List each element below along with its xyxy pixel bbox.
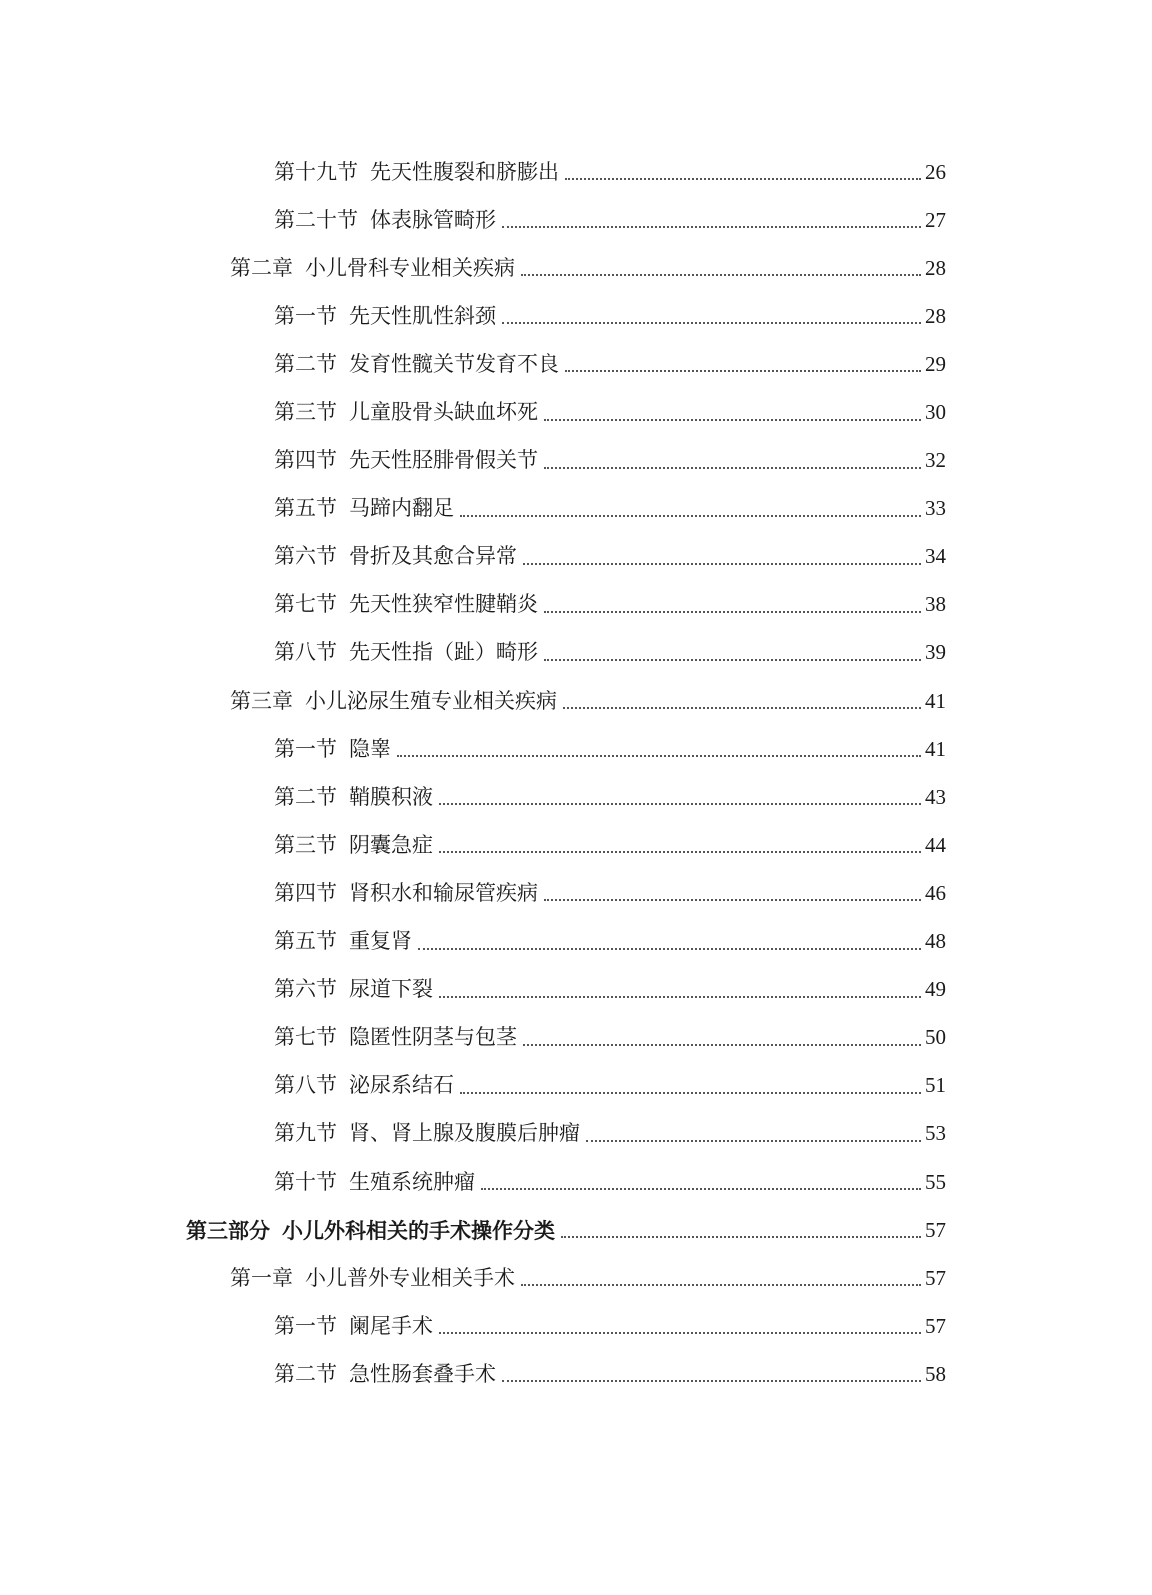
toc-entry[interactable] [0,1206,1152,1254]
toc-entry-page-number: 46 [925,880,946,905]
toc-entry-title: 隐睾 [349,736,391,761]
toc-entry-label [274,1169,475,1194]
toc-entry-number: 第一节 [274,736,337,761]
toc-entry-page-number: 58 [925,1361,946,1386]
toc-entry-label [274,1027,517,1048]
toc-entry[interactable] [0,244,1152,292]
toc-entry-number: 第六节 [274,544,337,569]
toc-entry-number: 第二节 [274,1361,337,1386]
toc-entry-number: 第三节 [274,832,337,857]
toc-entry-number: 第三部分 [186,1217,270,1243]
toc-entry-page-number: 51 [925,1073,946,1098]
dot-leader [565,178,921,180]
toc-entry-title: 小儿普外专业相关手术 [305,1265,515,1290]
toc-entry[interactable] [0,581,1152,629]
toc-entry-label [230,1265,515,1290]
toc-entry[interactable] [0,677,1152,725]
toc-entry-title: 生殖系统肿瘤 [349,1169,475,1194]
toc-entry-page-number: 32 [925,448,946,473]
dot-leader [502,1380,921,1382]
toc-entry-label [274,303,496,328]
toc-entry[interactable] [0,1302,1152,1350]
toc-entry-title: 隐匿性阴茎与包茎 [349,1025,517,1050]
toc-entry-label [274,642,538,663]
toc-entry-number: 第九节 [274,1121,337,1146]
dot-leader [502,226,921,228]
dot-leader [439,1332,921,1334]
toc-entry-page-number: 50 [925,1025,946,1050]
toc-entry[interactable] [0,388,1152,436]
toc-entry-page-number: 28 [925,303,946,328]
dot-leader [521,274,921,276]
toc-entry-number: 第五节 [274,929,337,954]
toc-entry-label [274,1123,580,1144]
toc-entry-page-number: 39 [925,640,946,665]
toc-entry-title: 尿道下裂 [349,977,433,1002]
toc-entry-title: 发育性髋关节发育不良 [349,351,559,376]
toc-entry[interactable] [0,918,1152,966]
toc-entry[interactable] [0,1350,1152,1398]
toc-entry-label [274,880,538,905]
toc-entry-number: 第三节 [274,400,337,425]
dot-leader [523,563,921,565]
toc-entry-page-number: 41 [925,736,946,761]
dot-leader [397,755,921,757]
toc-entry-title: 肾积水和输尿管疾病 [349,880,538,905]
toc-entry-page-number: 57 [925,1313,946,1338]
dot-leader [523,1044,921,1046]
toc-entry[interactable] [0,437,1152,485]
toc-entry-title: 泌尿系结石 [349,1073,454,1098]
toc-entry-number: 第十九节 [274,159,358,184]
toc-entry[interactable] [0,1254,1152,1302]
toc-entry-label [274,1313,433,1338]
dot-leader [586,1140,921,1142]
toc-entry-label [274,784,433,809]
toc-entry-label [274,1075,454,1096]
dot-leader [439,803,921,805]
toc-entry-title: 体表脉管畸形 [370,207,496,232]
toc-entry[interactable] [0,148,1152,196]
dot-leader [481,1188,921,1190]
toc-entry-page-number: 38 [925,592,946,617]
toc-entry-page-number: 26 [925,159,946,184]
toc-entry-page-number: 57 [925,1265,946,1290]
toc-entry[interactable] [0,196,1152,244]
toc-entry[interactable] [0,1110,1152,1158]
toc-entry[interactable] [0,821,1152,869]
toc-entry-label [274,351,559,376]
toc-entry-number: 第三章 [230,688,293,713]
toc-entry-title: 阴囊急症 [349,832,433,857]
toc-entry[interactable] [0,485,1152,533]
toc-entry-number: 第十节 [274,1169,337,1194]
toc-entry[interactable] [0,1062,1152,1110]
toc-entry-number: 第二十节 [274,207,358,232]
toc-entry-page-number: 30 [925,400,946,425]
toc-entry-label [274,546,517,567]
toc-entry[interactable] [0,629,1152,677]
toc-entry[interactable] [0,869,1152,917]
toc-entry-title: 肾、肾上腺及腹膜后肿瘤 [349,1121,580,1146]
dot-leader [460,515,921,517]
toc-entry-title: 小儿外科相关的手术操作分类 [282,1217,555,1243]
dot-leader [544,611,921,613]
toc-entry-number: 第七节 [274,1025,337,1050]
toc-entry[interactable] [0,966,1152,1014]
toc-entry-page-number: 53 [925,1121,946,1146]
toc-entry-number: 第一节 [274,1313,337,1338]
toc-entry-page-number: 55 [925,1169,946,1194]
dot-leader [563,707,921,709]
toc-entry-number: 第二章 [230,255,293,280]
toc-entry-page-number: 28 [925,255,946,280]
toc-entry[interactable] [0,1014,1152,1062]
dot-leader [418,948,921,950]
toc-entry-page-number: 27 [925,207,946,232]
toc-entry-label [274,498,454,519]
toc-entry-page-number: 49 [925,977,946,1002]
toc-entry-page-number: 57 [925,1217,946,1242]
toc-entry-number: 第二节 [274,351,337,376]
toc-entry-title: 先天性指（趾）畸形 [349,640,538,665]
dot-leader [544,659,921,661]
toc-entry-label [186,1217,555,1243]
toc-entry-title: 骨折及其愈合异常 [349,544,517,569]
toc-entry-page-number: 43 [925,784,946,809]
toc-entry-number: 第一章 [230,1265,293,1290]
toc-entry-page-number: 41 [925,688,946,713]
dot-leader [544,899,921,901]
toc-entry-label [274,159,559,184]
toc-entry-label [230,255,515,280]
toc-entry-label [274,450,538,471]
toc-entry-number: 第四节 [274,448,337,473]
toc-entry[interactable] [0,533,1152,581]
toc-entry-title: 儿童股骨头缺血坏死 [349,400,538,425]
toc-entry-title: 小儿泌尿生殖专业相关疾病 [305,688,557,713]
toc-entry-title: 重复肾 [349,929,412,954]
toc-entry-page-number: 29 [925,351,946,376]
toc-entry-title: 阑尾手术 [349,1313,433,1338]
toc-entry-page-number: 44 [925,832,946,857]
dot-leader [521,1284,921,1286]
toc-entry[interactable] [0,340,1152,388]
dot-leader [565,370,921,372]
toc-entry-label [274,207,496,232]
toc-entry-label [274,1361,496,1386]
dot-leader [502,322,921,324]
toc-entry-number: 第一节 [274,303,337,328]
toc-entry-number: 第五节 [274,496,337,521]
toc-entry-label [274,402,538,423]
toc-entry-label [230,688,557,713]
toc-entry-label [274,832,433,857]
dot-leader [439,851,921,853]
toc-entry-title: 小儿骨科专业相关疾病 [305,255,515,280]
toc-entry-title: 先天性狭窄性腱鞘炎 [349,592,538,617]
toc-entry[interactable] [0,725,1152,773]
toc-entry[interactable] [0,292,1152,340]
toc-entry-page-number: 48 [925,929,946,954]
dot-leader [544,467,921,469]
toc-entry-page-number: 33 [925,496,946,521]
toc-entry-label [274,736,391,761]
toc-entry-title: 先天性胫腓骨假关节 [349,448,538,473]
toc-entry-title: 先天性肌性斜颈 [349,303,496,328]
toc-entry-title: 马蹄内翻足 [349,496,454,521]
dot-leader [561,1236,921,1238]
toc-entry-page-number: 34 [925,544,946,569]
toc-entry[interactable] [0,773,1152,821]
toc-entry-number: 第七节 [274,592,337,617]
toc-entry-label [274,979,433,1000]
dot-leader [439,996,921,998]
table-of-contents [0,148,1152,1398]
toc-entry-number: 第四节 [274,880,337,905]
toc-entry-number: 第八节 [274,1073,337,1098]
toc-entry-label [274,594,538,615]
dot-leader [460,1092,921,1094]
toc-entry-label [274,931,412,952]
toc-entry-number: 第六节 [274,977,337,1002]
dot-leader [544,419,921,421]
toc-entry-number: 第二节 [274,784,337,809]
toc-entry-title: 鞘膜积液 [349,784,433,809]
toc-entry-title: 急性肠套叠手术 [349,1361,496,1386]
toc-entry[interactable] [0,1158,1152,1206]
toc-entry-title: 先天性腹裂和脐膨出 [370,159,559,184]
toc-entry-number: 第八节 [274,640,337,665]
